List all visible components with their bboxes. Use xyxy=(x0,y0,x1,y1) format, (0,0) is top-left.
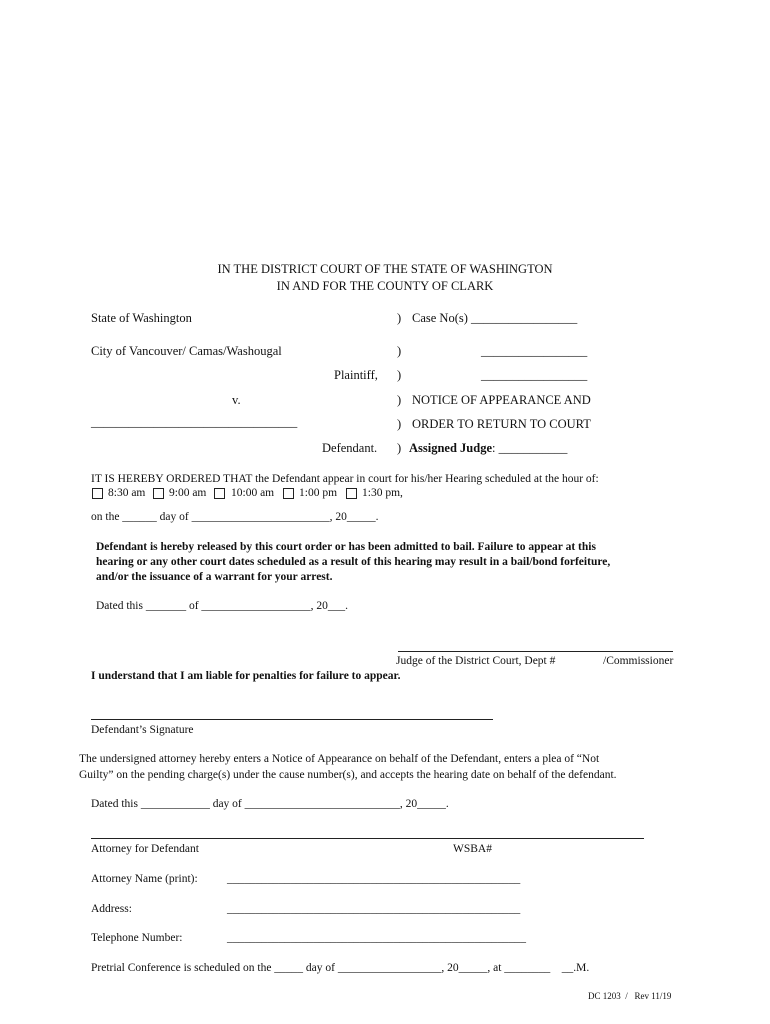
telephone-label: Telephone Number: xyxy=(91,932,183,944)
understand-statement: I understand that I am liable for penalties for failure to appear. xyxy=(91,670,401,682)
dated-line-judge[interactable]: Dated this _______ of ___________________, 20___. xyxy=(96,600,349,612)
order-intro: IT IS HEREBY ORDERED THAT the Defendant appear in court for his/her Hearing scheduled at the hour of: xyxy=(91,473,599,485)
dated-line-attorney[interactable]: Dated this ____________ day of ___________________________, 20_____. xyxy=(91,798,449,810)
wsba-label: WSBA# xyxy=(453,843,492,855)
address-field[interactable]: ___________________________________________________ xyxy=(227,903,521,915)
plaintiff-label: Plaintiff, xyxy=(334,368,378,382)
time-checkbox-130[interactable] xyxy=(346,488,357,499)
defendant-signature-label: Defendant’s Signature xyxy=(91,724,194,736)
assigned-judge-label: Assigned Judge xyxy=(409,441,493,455)
assigned-judge-blank[interactable]: : ___________ xyxy=(492,441,568,455)
case-number-field[interactable]: Case No(s) _________________ xyxy=(412,311,578,325)
address-label: Address: xyxy=(91,903,132,915)
telephone-field[interactable]: ____________________________________________________ xyxy=(227,932,526,944)
time-label-100: 1:00 pm xyxy=(299,487,338,499)
time-checkbox-100[interactable] xyxy=(283,488,294,499)
defendant-name-blank[interactable]: _________________________________ xyxy=(91,415,298,429)
case-number-field-3[interactable]: _________________ xyxy=(481,368,588,382)
release-text-line1: Defendant is hereby released by this court order or has been admitted to bail. Failure to appear at this xyxy=(96,541,596,553)
time-label-130: 1:30 pm, xyxy=(362,487,403,499)
caption-paren: ) xyxy=(397,344,402,358)
release-text-line2: hearing or any other court dates scheduled as a result of this hearing may result in a bail/bond forfeiture, xyxy=(96,556,611,568)
court-heading-line1: IN THE DISTRICT COURT OF THE STATE OF WASHINGTON xyxy=(217,262,553,276)
attorney-name-field[interactable]: ___________________________________________________ xyxy=(227,873,521,885)
caption-paren: ) xyxy=(397,417,402,431)
caption-paren: ) xyxy=(397,441,402,455)
defendant-signature-line[interactable] xyxy=(91,719,493,720)
attorney-statement-line2: Guilty” on the pending charge(s) under the cause number(s), and accepts the hearing date on behalf of the defendant. xyxy=(79,769,617,781)
defendant-label: Defendant. xyxy=(322,441,378,455)
notice-title-line2: ORDER TO RETURN TO COURT xyxy=(412,417,591,431)
hearing-date-line[interactable]: on the ______ day of ________________________, 20_____. xyxy=(91,511,379,523)
form-number-footer: DC 1203 / Rev 11/19 xyxy=(588,991,672,1001)
time-checkbox-900[interactable] xyxy=(153,488,164,499)
release-text-line3: and/or the issuance of a warrant for your arrest. xyxy=(96,571,333,583)
notice-title-line1: NOTICE OF APPEARANCE AND xyxy=(412,393,591,407)
caption-paren: ) xyxy=(397,311,402,325)
party-state: State of Washington xyxy=(91,311,192,325)
attorney-statement-line1: The undersigned attorney hereby enters a Notice of Appearance on behalf of the Defendant, enters a plea of “Not xyxy=(79,753,600,765)
time-label-1000: 10:00 am xyxy=(231,487,275,499)
caption-paren: ) xyxy=(397,393,402,407)
attorney-signature-line[interactable] xyxy=(91,838,644,839)
pretrial-conference-line[interactable]: Pretrial Conference is scheduled on the _____ day of __________________, 20_____, at ________ __.M. xyxy=(91,962,590,974)
time-label-830: 8:30 am xyxy=(108,487,146,499)
time-checkbox-1000[interactable] xyxy=(214,488,225,499)
caption-paren: ) xyxy=(397,368,402,382)
time-label-900: 9:00 am xyxy=(169,487,207,499)
time-checkbox-830[interactable] xyxy=(92,488,103,499)
attorney-for-defendant-label: Attorney for Defendant xyxy=(91,843,199,855)
case-number-field-2[interactable]: _________________ xyxy=(481,344,588,358)
judge-signature-line[interactable] xyxy=(398,651,673,652)
party-city: City of Vancouver/ Camas/Washougal xyxy=(91,344,282,358)
commissioner-label: /Commissioner xyxy=(603,655,674,667)
versus-label: v. xyxy=(232,393,241,407)
court-heading-line2: IN AND FOR THE COUNTY OF CLARK xyxy=(276,279,494,293)
assigned-judge[interactable] xyxy=(409,441,567,456)
judge-signature-label: Judge of the District Court, Dept # xyxy=(396,655,556,667)
attorney-name-label: Attorney Name (print): xyxy=(91,873,198,885)
